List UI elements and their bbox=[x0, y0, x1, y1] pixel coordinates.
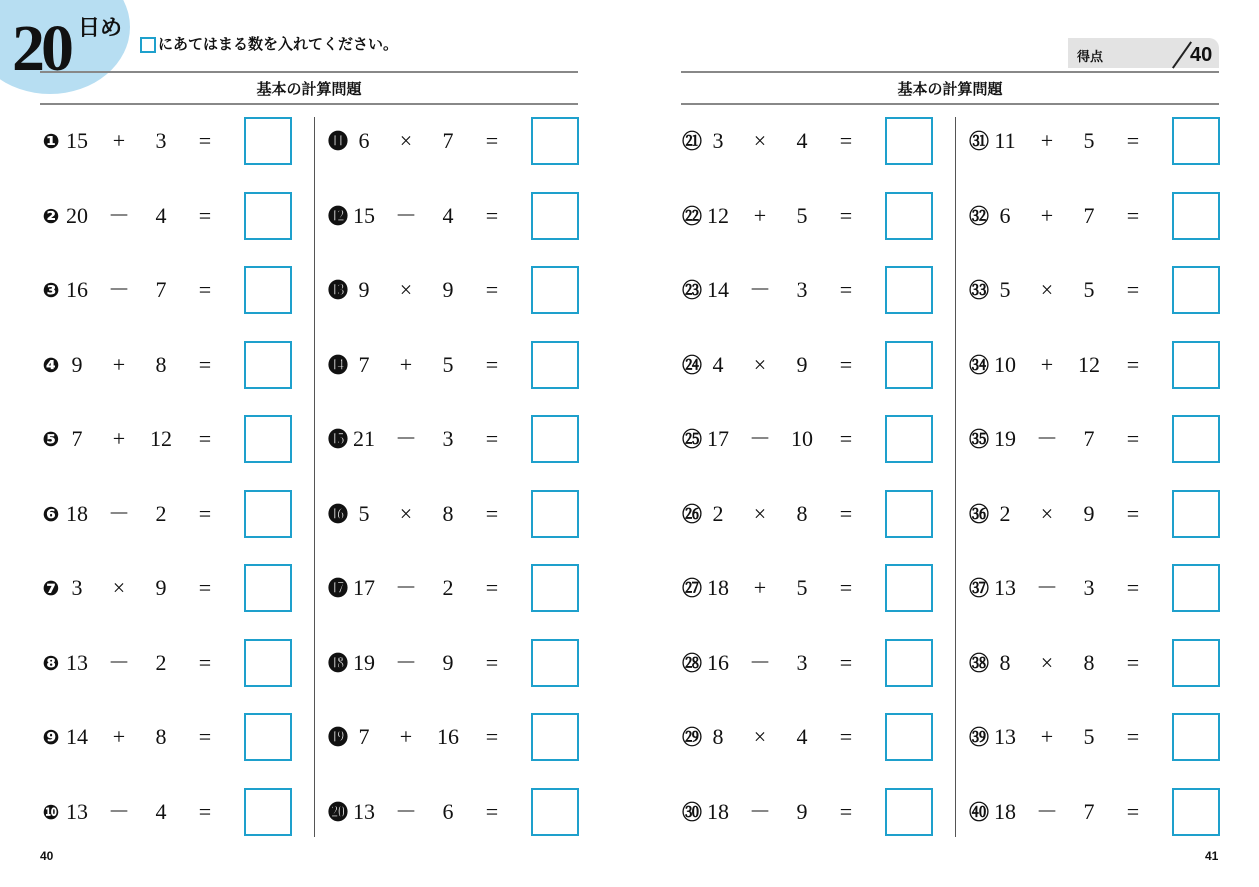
problem-number: ⓫ bbox=[328, 129, 348, 153]
operand-b: 5 bbox=[1083, 724, 1095, 749]
problem-number: ㊵ bbox=[969, 800, 989, 824]
operand-b: 9 bbox=[155, 575, 167, 600]
problem-number: ❺ bbox=[42, 427, 60, 451]
problem-row bbox=[40, 192, 292, 240]
equals-sign: = bbox=[839, 426, 853, 451]
operand-b: 6 bbox=[442, 799, 454, 824]
problem-row bbox=[681, 117, 933, 165]
operand-b: 8 bbox=[1083, 650, 1095, 675]
problem-number: ❾ bbox=[42, 725, 60, 749]
operand-a: 15 bbox=[353, 203, 375, 228]
operand-a: 15 bbox=[66, 128, 88, 153]
operator: × bbox=[1040, 501, 1054, 526]
equals-sign: = bbox=[198, 277, 212, 302]
equals-sign: = bbox=[198, 575, 212, 600]
equals-sign: = bbox=[1126, 277, 1140, 302]
answer-box[interactable] bbox=[244, 788, 292, 836]
problem-row bbox=[681, 639, 933, 687]
operand-b: 7 bbox=[1083, 799, 1095, 824]
equals-sign: = bbox=[1126, 203, 1140, 228]
equals-sign: = bbox=[1126, 501, 1140, 526]
operand-a: 17 bbox=[707, 426, 729, 451]
operator: × bbox=[399, 277, 413, 302]
operator: × bbox=[753, 128, 767, 153]
problem-row bbox=[968, 415, 1220, 463]
problem-row bbox=[681, 341, 933, 389]
operator: － bbox=[748, 650, 771, 675]
answer-box[interactable] bbox=[885, 564, 933, 612]
equals-sign: = bbox=[198, 650, 212, 675]
equals-sign: = bbox=[485, 426, 499, 451]
problem-number: ⓯ bbox=[328, 427, 348, 451]
operand-a: 13 bbox=[994, 575, 1016, 600]
problem-number: ⓲ bbox=[328, 651, 348, 675]
operand-b: 5 bbox=[442, 352, 454, 377]
operand-a: 7 bbox=[71, 426, 83, 451]
operand-a: 20 bbox=[66, 203, 88, 228]
problem-row bbox=[327, 341, 579, 389]
operand-a: 5 bbox=[999, 277, 1011, 302]
problem-row bbox=[681, 490, 933, 538]
answer-box[interactable] bbox=[531, 788, 579, 836]
answer-box[interactable] bbox=[244, 341, 292, 389]
operand-a: 6 bbox=[358, 128, 370, 153]
operand-b: 3 bbox=[155, 128, 167, 153]
equals-sign: = bbox=[839, 501, 853, 526]
answer-box[interactable] bbox=[531, 192, 579, 240]
problem-row bbox=[40, 266, 292, 314]
problem-row bbox=[968, 490, 1220, 538]
equals-sign: = bbox=[485, 352, 499, 377]
problem-number: ⓱ bbox=[328, 576, 348, 600]
problem-row bbox=[40, 341, 292, 389]
problem-number: ❿ bbox=[42, 800, 60, 824]
operand-b: 8 bbox=[155, 724, 167, 749]
operand-b: 7 bbox=[1083, 203, 1095, 228]
answer-box[interactable] bbox=[885, 713, 933, 761]
problem-number: ⓮ bbox=[328, 353, 348, 377]
operand-a: 18 bbox=[66, 501, 88, 526]
problem-number: ㉒ bbox=[682, 204, 702, 228]
operator: － bbox=[107, 650, 130, 675]
equals-sign: = bbox=[485, 501, 499, 526]
equals-sign: = bbox=[839, 575, 853, 600]
answer-box[interactable] bbox=[885, 341, 933, 389]
operand-b: 10 bbox=[791, 426, 813, 451]
operator: + bbox=[112, 128, 126, 153]
answer-box[interactable] bbox=[1172, 490, 1220, 538]
operator: + bbox=[1040, 128, 1054, 153]
operand-a: 17 bbox=[353, 575, 375, 600]
operator: + bbox=[1040, 203, 1054, 228]
answer-box[interactable] bbox=[885, 415, 933, 463]
operator: － bbox=[394, 650, 417, 675]
answer-box[interactable] bbox=[244, 639, 292, 687]
equals-sign: = bbox=[839, 352, 853, 377]
problem-row bbox=[327, 415, 579, 463]
operator: × bbox=[1040, 650, 1054, 675]
answer-box[interactable] bbox=[885, 266, 933, 314]
answer-box[interactable] bbox=[531, 117, 579, 165]
answer-box[interactable] bbox=[1172, 713, 1220, 761]
problem-number: ❼ bbox=[42, 576, 60, 600]
problem-number: ㉑ bbox=[682, 129, 702, 153]
equals-sign: = bbox=[485, 650, 499, 675]
operator: － bbox=[1035, 799, 1058, 824]
problem-number: ❷ bbox=[42, 204, 60, 228]
operator: － bbox=[1035, 575, 1058, 600]
instruction-text: にあてはまる数を入れてください。 bbox=[158, 36, 399, 53]
operand-b: 3 bbox=[1083, 575, 1095, 600]
answer-box[interactable] bbox=[244, 490, 292, 538]
operand-a: 5 bbox=[358, 501, 370, 526]
problem-number: ⓳ bbox=[328, 725, 348, 749]
problem-number: ⓴ bbox=[328, 800, 348, 824]
operator: － bbox=[107, 501, 130, 526]
problem-row bbox=[40, 564, 292, 612]
operator: × bbox=[753, 501, 767, 526]
answer-box[interactable] bbox=[885, 192, 933, 240]
operator: － bbox=[394, 203, 417, 228]
operand-b: 9 bbox=[796, 352, 808, 377]
answer-box[interactable] bbox=[885, 788, 933, 836]
problem-number: ㉛ bbox=[969, 129, 989, 153]
equals-sign: = bbox=[1126, 724, 1140, 749]
operand-a: 14 bbox=[707, 277, 729, 302]
answer-box[interactable] bbox=[531, 490, 579, 538]
problem-row bbox=[40, 639, 292, 687]
operand-a: 19 bbox=[353, 650, 375, 675]
answer-box[interactable] bbox=[244, 117, 292, 165]
answer-box[interactable] bbox=[1172, 415, 1220, 463]
problem-number: ㉚ bbox=[682, 800, 702, 824]
operand-b: 4 bbox=[155, 799, 167, 824]
problem-number: ㉜ bbox=[969, 204, 989, 228]
operand-b: 2 bbox=[155, 501, 167, 526]
problem-row bbox=[968, 266, 1220, 314]
operand-a: 11 bbox=[994, 128, 1016, 153]
problem-row bbox=[327, 266, 579, 314]
instruction bbox=[140, 36, 398, 54]
answer-box[interactable] bbox=[531, 266, 579, 314]
problem-number: ㉝ bbox=[969, 278, 989, 302]
operand-b: 9 bbox=[442, 650, 454, 675]
operator: － bbox=[107, 277, 130, 302]
problem-row bbox=[681, 192, 933, 240]
equals-sign: = bbox=[839, 128, 853, 153]
equals-sign: = bbox=[198, 501, 212, 526]
operator: － bbox=[394, 426, 417, 451]
operand-b: 9 bbox=[796, 799, 808, 824]
operand-a: 8 bbox=[712, 724, 724, 749]
operand-a: 3 bbox=[712, 128, 724, 153]
problem-row bbox=[327, 639, 579, 687]
score-total: 40 bbox=[1190, 44, 1213, 66]
equals-sign: = bbox=[198, 203, 212, 228]
problem-number: ❸ bbox=[42, 278, 60, 302]
operator: － bbox=[394, 575, 417, 600]
problem-row bbox=[327, 788, 579, 836]
equals-sign: = bbox=[839, 650, 853, 675]
problem-row bbox=[968, 788, 1220, 836]
problem-row bbox=[327, 192, 579, 240]
operator: × bbox=[112, 575, 126, 600]
operand-b: 8 bbox=[155, 352, 167, 377]
page-number-right: 41 bbox=[1205, 849, 1219, 863]
operand-b: 16 bbox=[437, 724, 459, 749]
problem-row bbox=[40, 117, 292, 165]
answer-box[interactable] bbox=[244, 192, 292, 240]
problem-row bbox=[327, 564, 579, 612]
answer-box[interactable] bbox=[244, 564, 292, 612]
problem-number: ㉙ bbox=[682, 725, 702, 749]
equals-sign: = bbox=[839, 799, 853, 824]
operand-b: 2 bbox=[442, 575, 454, 600]
operator: + bbox=[753, 575, 767, 600]
problem-row bbox=[681, 564, 933, 612]
operand-a: 7 bbox=[358, 352, 370, 377]
answer-box[interactable] bbox=[244, 415, 292, 463]
operand-a: 9 bbox=[358, 277, 370, 302]
operand-a: 13 bbox=[353, 799, 375, 824]
equals-sign: = bbox=[839, 203, 853, 228]
answer-box[interactable] bbox=[531, 713, 579, 761]
operand-a: 8 bbox=[999, 650, 1011, 675]
section-header-right: 基本の計算問題 bbox=[681, 71, 1219, 105]
problem-number: ⓭ bbox=[328, 278, 348, 302]
operator: + bbox=[112, 426, 126, 451]
operand-a: 14 bbox=[66, 724, 88, 749]
equals-sign: = bbox=[1126, 128, 1140, 153]
operand-b: 8 bbox=[442, 501, 454, 526]
equals-sign: = bbox=[485, 128, 499, 153]
operand-b: 5 bbox=[1083, 277, 1095, 302]
problem-row bbox=[40, 713, 292, 761]
answer-box[interactable] bbox=[1172, 266, 1220, 314]
problem-number: ㉔ bbox=[682, 353, 702, 377]
operand-b: 3 bbox=[442, 426, 454, 451]
score-label: 得点 bbox=[1077, 49, 1104, 64]
operator: × bbox=[399, 128, 413, 153]
equals-sign: = bbox=[485, 799, 499, 824]
operand-a: 16 bbox=[707, 650, 729, 675]
equals-sign: = bbox=[1126, 426, 1140, 451]
column-divider-right bbox=[955, 117, 956, 837]
answer-box[interactable] bbox=[531, 564, 579, 612]
operator: － bbox=[107, 203, 130, 228]
operator: － bbox=[748, 799, 771, 824]
problem-number: ❻ bbox=[42, 502, 60, 526]
operand-a: 12 bbox=[707, 203, 729, 228]
problem-number: ㊱ bbox=[969, 502, 989, 526]
problem-number: ㉞ bbox=[969, 353, 989, 377]
operand-a: 7 bbox=[358, 724, 370, 749]
equals-sign: = bbox=[485, 203, 499, 228]
problem-number: ㉖ bbox=[682, 502, 702, 526]
operator: － bbox=[748, 277, 771, 302]
problem-row bbox=[681, 713, 933, 761]
problem-number: ㉟ bbox=[969, 427, 989, 451]
operand-b: 9 bbox=[442, 277, 454, 302]
operator: － bbox=[394, 799, 417, 824]
problem-number: ⓰ bbox=[328, 502, 348, 526]
day-number: 20 bbox=[12, 12, 70, 85]
operator: + bbox=[112, 724, 126, 749]
problem-number: ㊴ bbox=[969, 725, 989, 749]
answer-box[interactable] bbox=[531, 415, 579, 463]
operator: － bbox=[748, 426, 771, 451]
section-header-left: 基本の計算問題 bbox=[40, 71, 578, 105]
problem-row bbox=[40, 788, 292, 836]
equals-sign: = bbox=[1126, 799, 1140, 824]
answer-box[interactable] bbox=[1172, 192, 1220, 240]
answer-box[interactable] bbox=[885, 117, 933, 165]
problem-row bbox=[681, 415, 933, 463]
answer-box[interactable] bbox=[1172, 564, 1220, 612]
operand-a: 18 bbox=[994, 799, 1016, 824]
operand-a: 13 bbox=[66, 799, 88, 824]
operand-a: 6 bbox=[999, 203, 1011, 228]
operator: － bbox=[1035, 426, 1058, 451]
operand-b: 7 bbox=[1083, 426, 1095, 451]
operand-a: 21 bbox=[353, 426, 375, 451]
equals-sign: = bbox=[198, 724, 212, 749]
operator: + bbox=[399, 724, 413, 749]
operand-a: 4 bbox=[712, 352, 724, 377]
operand-b: 9 bbox=[1083, 501, 1095, 526]
answer-box[interactable] bbox=[885, 490, 933, 538]
operand-a: 13 bbox=[66, 650, 88, 675]
operand-a: 2 bbox=[999, 501, 1011, 526]
answer-box[interactable] bbox=[244, 713, 292, 761]
day-suffix: 日め bbox=[78, 15, 123, 41]
operand-a: 19 bbox=[994, 426, 1016, 451]
operand-b: 4 bbox=[442, 203, 454, 228]
page-number-left: 40 bbox=[40, 849, 54, 863]
problem-number: ㉓ bbox=[682, 278, 702, 302]
problem-number: ㉗ bbox=[682, 576, 702, 600]
operator: + bbox=[1040, 724, 1054, 749]
operand-b: 5 bbox=[796, 575, 808, 600]
operator: × bbox=[753, 724, 767, 749]
answer-box[interactable] bbox=[531, 639, 579, 687]
problem-row bbox=[968, 192, 1220, 240]
problem-row bbox=[681, 788, 933, 836]
equals-sign: = bbox=[1126, 650, 1140, 675]
operand-a: 2 bbox=[712, 501, 724, 526]
problem-row bbox=[327, 490, 579, 538]
operator: + bbox=[112, 352, 126, 377]
answer-box[interactable] bbox=[531, 341, 579, 389]
equals-sign: = bbox=[198, 799, 212, 824]
equals-sign: = bbox=[198, 128, 212, 153]
operand-a: 16 bbox=[66, 277, 88, 302]
operand-b: 7 bbox=[442, 128, 454, 153]
problem-row bbox=[968, 341, 1220, 389]
answer-box-icon bbox=[140, 37, 156, 53]
operator: × bbox=[753, 352, 767, 377]
problem-number: ㊳ bbox=[969, 651, 989, 675]
answer-box[interactable] bbox=[1172, 341, 1220, 389]
answer-box[interactable] bbox=[1172, 639, 1220, 687]
answer-box[interactable] bbox=[885, 639, 933, 687]
operator: × bbox=[1040, 277, 1054, 302]
equals-sign: = bbox=[198, 426, 212, 451]
problem-row bbox=[681, 266, 933, 314]
operand-b: 5 bbox=[1083, 128, 1095, 153]
operator: + bbox=[753, 203, 767, 228]
operand-a: 9 bbox=[71, 352, 83, 377]
problem-number: ❽ bbox=[42, 651, 60, 675]
equals-sign: = bbox=[839, 724, 853, 749]
operator: － bbox=[107, 799, 130, 824]
equals-sign: = bbox=[198, 352, 212, 377]
problem-row bbox=[40, 490, 292, 538]
operand-b: 5 bbox=[796, 203, 808, 228]
operand-b: 2 bbox=[155, 650, 167, 675]
answer-box[interactable] bbox=[1172, 788, 1220, 836]
operator: + bbox=[399, 352, 413, 377]
problem-number: ❹ bbox=[42, 353, 60, 377]
equals-sign: = bbox=[485, 575, 499, 600]
operand-a: 18 bbox=[707, 575, 729, 600]
score-box bbox=[1068, 38, 1219, 68]
operand-b: 12 bbox=[150, 426, 172, 451]
column-divider-left bbox=[314, 117, 315, 837]
operand-a: 3 bbox=[71, 575, 83, 600]
problem-number: ⓬ bbox=[328, 204, 348, 228]
slash-icon bbox=[1172, 41, 1192, 68]
problem-row bbox=[968, 564, 1220, 612]
operand-b: 8 bbox=[796, 501, 808, 526]
equals-sign: = bbox=[485, 724, 499, 749]
answer-box[interactable] bbox=[244, 266, 292, 314]
operand-b: 4 bbox=[796, 724, 808, 749]
answer-box[interactable] bbox=[1172, 117, 1220, 165]
problem-row bbox=[40, 415, 292, 463]
operand-b: 3 bbox=[796, 650, 808, 675]
problem-row bbox=[327, 713, 579, 761]
equals-sign: = bbox=[839, 277, 853, 302]
problem-number: ㉘ bbox=[682, 651, 702, 675]
operand-b: 4 bbox=[155, 203, 167, 228]
operator: × bbox=[399, 501, 413, 526]
problem-number: ㉕ bbox=[682, 427, 702, 451]
problem-number: ㊲ bbox=[969, 576, 989, 600]
operand-b: 7 bbox=[155, 277, 167, 302]
equals-sign: = bbox=[485, 277, 499, 302]
operand-a: 13 bbox=[994, 724, 1016, 749]
equals-sign: = bbox=[1126, 575, 1140, 600]
operand-b: 12 bbox=[1078, 352, 1100, 377]
problem-row bbox=[968, 713, 1220, 761]
problem-number: ❶ bbox=[42, 129, 60, 153]
operand-a: 10 bbox=[994, 352, 1016, 377]
problem-row bbox=[968, 639, 1220, 687]
operand-a: 18 bbox=[707, 799, 729, 824]
operand-b: 3 bbox=[796, 277, 808, 302]
problem-row bbox=[327, 117, 579, 165]
operand-b: 4 bbox=[796, 128, 808, 153]
operator: + bbox=[1040, 352, 1054, 377]
equals-sign: = bbox=[1126, 352, 1140, 377]
problem-row bbox=[968, 117, 1220, 165]
